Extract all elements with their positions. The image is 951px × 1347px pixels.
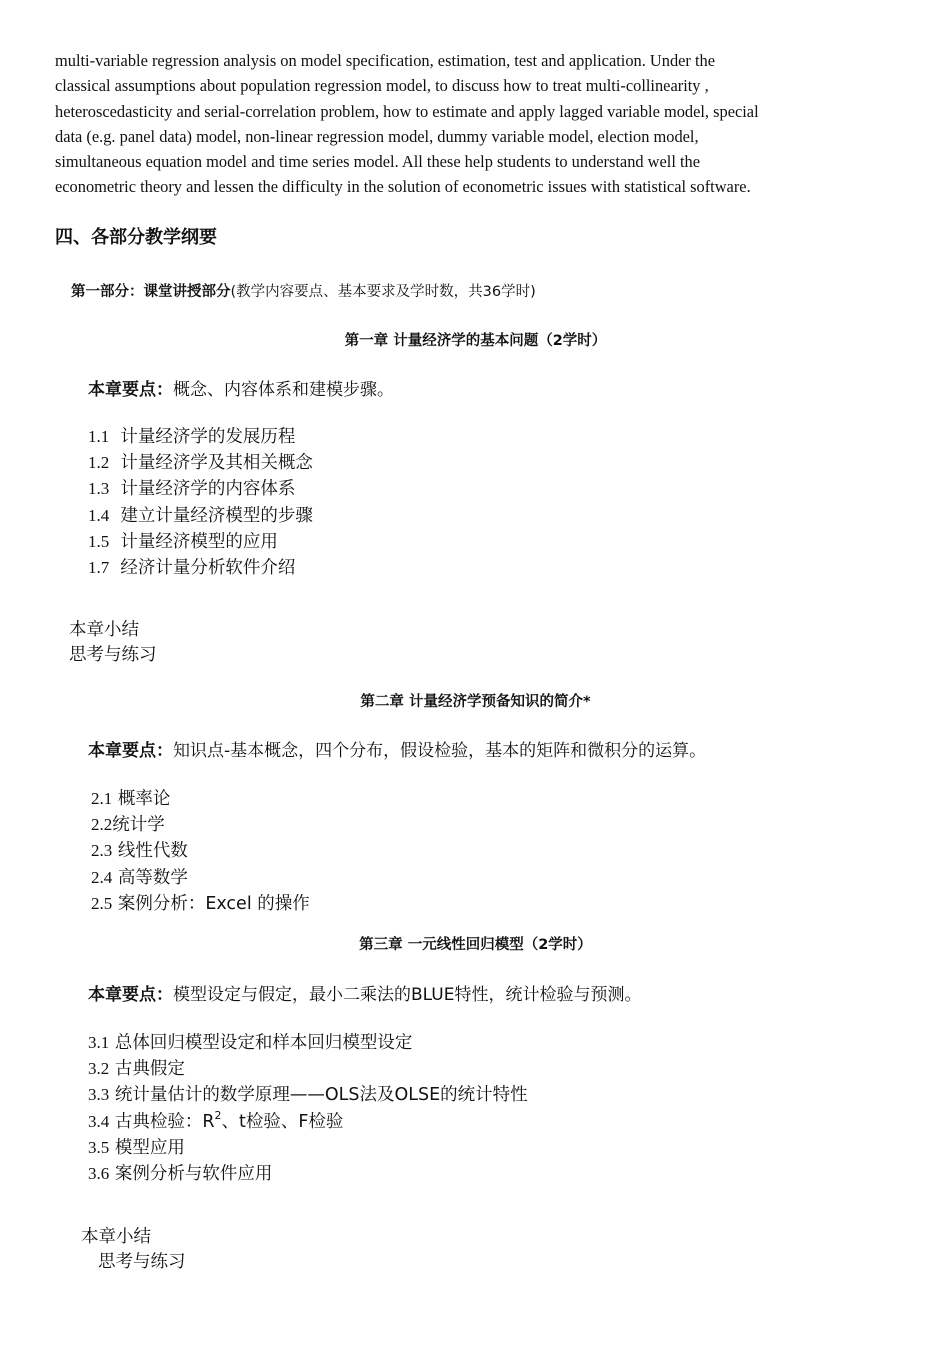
exercise-label: 思考与练习 (69, 645, 157, 666)
intro-line: simultaneous equation model and time series model. All these help students to understand well the (55, 152, 701, 172)
list-item: 1.5 计量经济模型的应用 (88, 531, 278, 552)
chapter-2-contents (91, 786, 310, 917)
chapter-2-title: 第二章 计量经济学预备知识的简介* (360, 694, 591, 710)
intro-line: classical assumptions about population regression model, to discuss how to treat multi-collinearity , (55, 76, 709, 96)
list-item: 3.1 总体回归模型设定和样本回归模型设定 (88, 1033, 413, 1053)
chapter-3-contents (88, 1030, 528, 1187)
section-heading: 四、各部分教学纲要 (55, 227, 217, 248)
key-points-label: 本章要点： (88, 741, 173, 761)
part-heading-rest: (教学内容要点、基本要求及学时数，共36学时) (230, 284, 536, 300)
list-item: 2.3 线性代数 (91, 841, 188, 862)
chapter-2-key-points (88, 739, 706, 763)
list-item: 3.4 古典检验：$R^2$、t检验、F检验 (88, 1108, 344, 1132)
intro-line: multi-variable regression analysis on model specification, estimation, test and application. Under the (55, 51, 715, 70)
chapter-1-title: 第一章 计量经济学的基本问题（2学时） (344, 333, 607, 349)
list-item: 2.5 案例分析：Excel 的操作 (91, 893, 310, 914)
summary-label: 本章小结 (69, 620, 139, 640)
intro-paragraph (55, 48, 895, 200)
key-points-text: 知识点-基本概念，四个分布，假设检验，基本的矩阵和微积分的运算。 (173, 741, 707, 761)
list-item: 3.6 案例分析与软件应用 (88, 1164, 273, 1185)
part-heading (71, 282, 536, 302)
list-item: 3.3 统计量估计的数学原理——OLS法及OLSE的统计特性 (88, 1085, 528, 1106)
exercise-label: 思考与练习 (98, 1252, 186, 1273)
chapter-1-contents (88, 424, 313, 581)
list-item: 2.1 概率论 (91, 789, 171, 809)
part-heading-bold: 第一部分：课堂讲授部分 (71, 284, 231, 300)
superscript: 2 (214, 1108, 222, 1122)
key-points-text: 概念、内容体系和建模步骤。 (173, 380, 394, 400)
list-item: 1.7 经济计量分析软件介绍 (88, 558, 296, 579)
list-item: 3.5 模型应用 (88, 1137, 185, 1158)
list-item: 1.4 建立计量经济模型的步骤 (88, 505, 313, 526)
list-item: 3.2 古典假定 (88, 1059, 185, 1080)
key-points-label: 本章要点： (88, 985, 173, 1005)
intro-line: data (e.g. panel data) model, non-linear regression model, dummy variable model, election model, (55, 126, 699, 146)
chapter-1-summary (69, 618, 157, 668)
list-item: 1.1 计量经济学的发展历程 (88, 427, 296, 447)
list-item: 1.2 计量经济学及其相关概念 (88, 453, 313, 474)
intro-line: heteroscedasticity and serial-correlation problem, how to estimate and apply lagged variable model, special (55, 101, 759, 121)
list-item: 1.3 计量经济学的内容体系 (88, 479, 296, 500)
chapter-1-key-points (88, 378, 394, 402)
intro-line: econometric theory and lessen the difficulty in the solution of econometric issues with statistical software. (55, 177, 751, 197)
chapter-3-title: 第三章 一元线性回归模型（2学时） (359, 937, 592, 953)
list-item: 2.2统计学 (91, 815, 165, 836)
list-item: 2.4 高等数学 (91, 867, 188, 888)
key-points-label: 本章要点： (88, 380, 173, 400)
chapter-3-summary (81, 1225, 186, 1275)
chapter-3-key-points (88, 983, 641, 1007)
summary-label: 本章小结 (81, 1227, 151, 1247)
key-points-text: 模型设定与假定，最小二乘法的BLUE特性，统计检验与预测。 (173, 985, 642, 1005)
